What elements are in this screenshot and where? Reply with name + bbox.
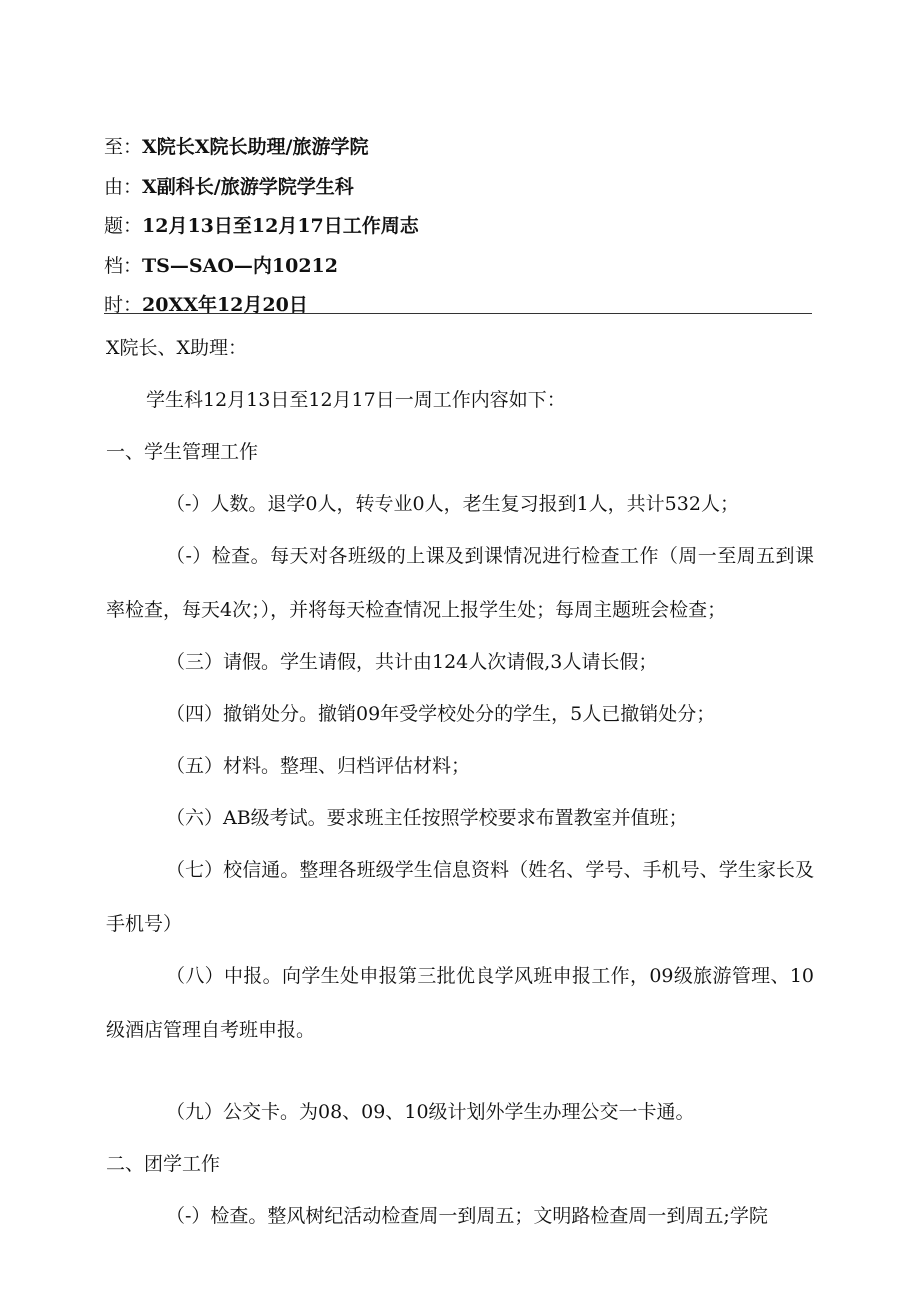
memo-header bbox=[104, 128, 812, 326]
memo-to-line bbox=[104, 128, 812, 168]
memo-to-label: 至： bbox=[104, 136, 143, 158]
list-item: （六）AB级考试。要求班主任按照学校要求布置教室并值班； bbox=[166, 807, 688, 829]
list-item: （-）人数。退学0人，转专业0人，老生复习报到1人，共计532人； bbox=[166, 493, 739, 515]
memo-time-value: 20XX年12月20日 bbox=[142, 294, 308, 316]
list-item: （-）检查。整风树纪活动检查周一到周五；文明路检查周一到周五;学院 bbox=[166, 1205, 768, 1227]
memo-file-line bbox=[104, 247, 812, 287]
section-title-student-management: 一、学生管理工作 bbox=[106, 441, 259, 463]
memo-file-value: TS—SAO—内10212 bbox=[142, 254, 338, 277]
list-item: （五）材料。整理、归档评估材料； bbox=[166, 755, 471, 777]
memo-to-value: X院长X院长助理/旅游学院 bbox=[142, 136, 369, 158]
list-item: （四）撤销处分。撤销09年受学校处分的学生，5人已撤销处分； bbox=[166, 703, 716, 725]
memo-time-label: 时： bbox=[104, 294, 143, 316]
list-item: （九）公交卡。为08、09、10级计划外学生办理公交一卡通。 bbox=[166, 1101, 695, 1123]
memo-subject-label: 题： bbox=[104, 215, 143, 237]
memo-time-line bbox=[104, 286, 812, 326]
memo-subject-line bbox=[104, 207, 812, 247]
memo-file-label: 档： bbox=[104, 254, 143, 277]
list-item: （七）校信通。整理各班级学生信息资料（姓名、学号、手机号、学生家长及手机号） bbox=[106, 859, 814, 935]
memo-from-label: 由： bbox=[104, 175, 143, 198]
greeting: X院长、X助理： bbox=[106, 337, 248, 359]
section-title-league-work: 二、团学工作 bbox=[106, 1153, 221, 1175]
header-divider bbox=[104, 313, 812, 314]
memo-from-line bbox=[104, 168, 812, 208]
memo-from-value: X副科长/旅游学院学生科 bbox=[142, 175, 354, 198]
intro-paragraph: 学生科12月13日至12月17日一周工作内容如下： bbox=[146, 389, 566, 411]
list-item: （三）请假。学生请假，共计由124人次请假,3人请长假； bbox=[166, 651, 658, 673]
list-item: （-）检查。每天对各班级的上课及到课情况进行检查工作（周一至周五到课率检查，每天4次；），并将每天检查情况上报学生处；每周主题班会检查； bbox=[106, 545, 814, 621]
memo-subject-value: 12月13日至12月17日工作周志 bbox=[142, 215, 419, 237]
memo-body bbox=[106, 333, 814, 1253]
list-item: （八）中报。向学生处申报第三批优良学风班申报工作，09级旅游管理、10级酒店管理自考班申报。 bbox=[106, 965, 814, 1041]
